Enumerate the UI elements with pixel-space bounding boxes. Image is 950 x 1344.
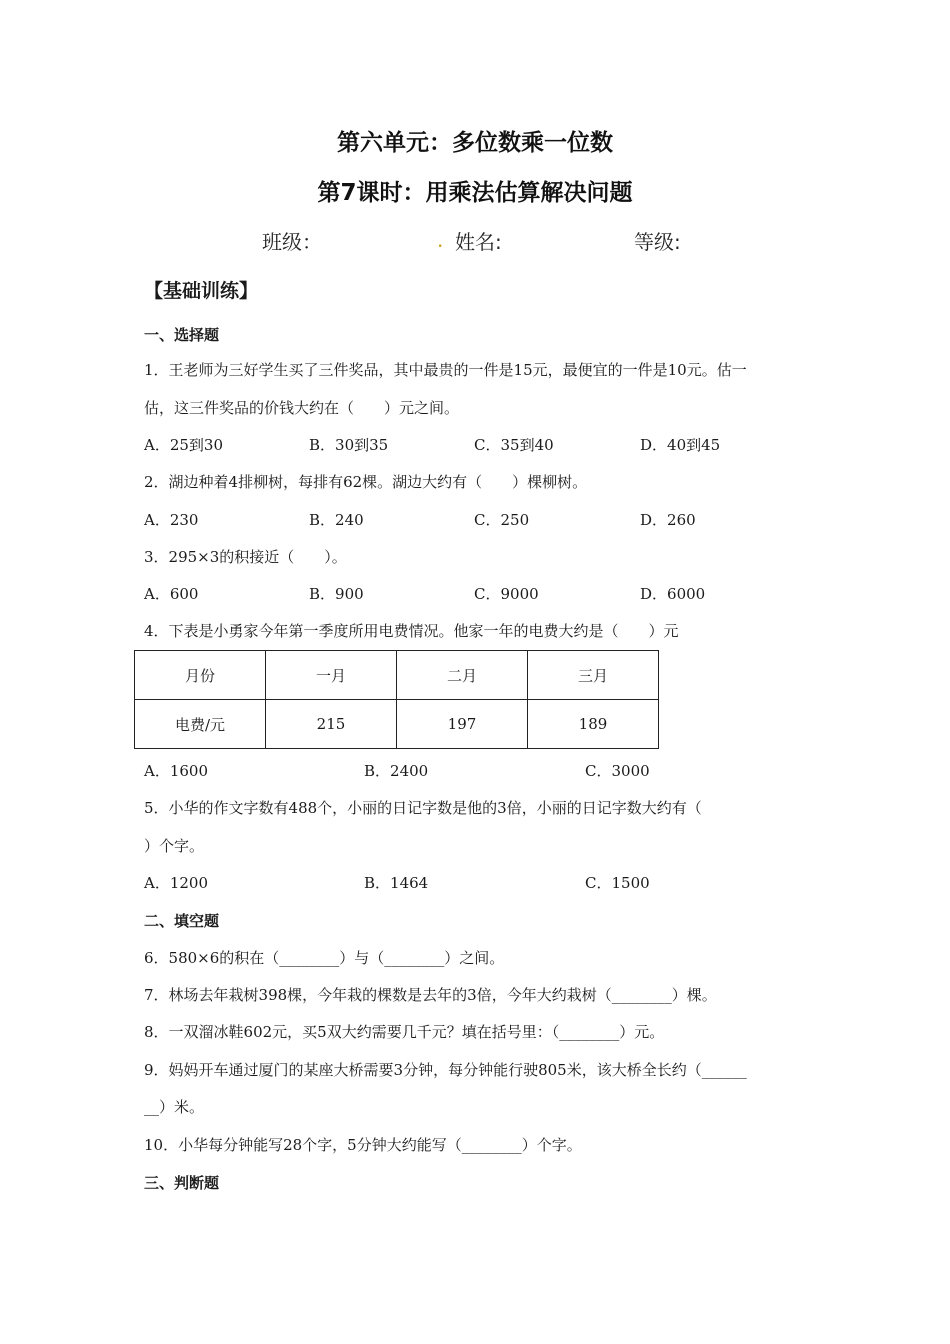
- table-cell: 197: [397, 700, 528, 749]
- table-cell: 电费/元: [135, 700, 266, 749]
- table-cell: 一月: [266, 651, 397, 700]
- q6-text: 6．580×6的积在（________）与（________）之间。: [144, 949, 505, 967]
- table-cell: 二月: [397, 651, 528, 700]
- worksheet-title: 第六单元：多位数乘一位数: [337, 130, 613, 156]
- q1-option-c: C．35到40: [474, 436, 554, 454]
- q4-option-a: A．1600: [144, 762, 209, 780]
- q8-text: 8．一双溜冰鞋602元，买5双大约需要几千元？填在括号里：（________）元。: [144, 1023, 665, 1041]
- q10-text: 10．小华每分钟能写28个字，5分钟大约能写（________）个字。: [144, 1136, 582, 1154]
- q5-option-b: B．1464: [364, 874, 429, 892]
- q5-option-c: C．1500: [585, 874, 650, 892]
- table-cell: 三月: [528, 651, 659, 700]
- q3-option-d: D．6000: [640, 585, 706, 603]
- q5-line2: ）个字。: [144, 837, 205, 855]
- table-cell: 189: [528, 700, 659, 749]
- table-row: [135, 700, 659, 749]
- q4-text: 4．下表是小勇家今年第一季度所用电费情况。他家一年的电费大约是（ ）元: [144, 622, 679, 640]
- section-title: 【基础训练】: [144, 280, 259, 302]
- q1-option-b: B．30到35: [309, 436, 389, 454]
- grade-label: 等级:: [634, 230, 681, 254]
- part1-heading: 一、选择题: [144, 326, 220, 344]
- name-label: 姓名:: [455, 230, 502, 254]
- q2-option-a: A．230: [144, 511, 199, 529]
- q5-option-a: A．1200: [144, 874, 209, 892]
- q7-text: 7．林场去年栽树398棵，今年栽的棵数是去年的3倍，今年大约栽树（________）棵。: [144, 986, 717, 1004]
- q2-option-c: C．250: [474, 511, 530, 529]
- part2-heading: 二、填空题: [144, 912, 220, 930]
- q5-line1: 5．小华的作文字数有488个，小丽的日记字数是他的3倍，小丽的日记字数大约有（: [144, 799, 702, 817]
- class-label: 班级：: [262, 230, 322, 254]
- q2-option-d: D．260: [640, 511, 696, 529]
- q1-line2: 估，这三件奖品的价钱大约在（ ）元之间。: [144, 399, 460, 417]
- q4-option-c: C．3000: [585, 762, 650, 780]
- q1-option-a: A．25到30: [144, 436, 224, 454]
- electricity-fee-table: [134, 650, 659, 749]
- q3-text: 3．295×3的积接近（ ）。: [144, 548, 347, 566]
- q2-option-b: B．240: [309, 511, 364, 529]
- q9-line2: __）米。: [144, 1098, 205, 1116]
- q1-line1: 1．王老师为三好学生买了三件奖品，其中最贵的一件是15元，最便宜的一件是10元。估一: [144, 361, 747, 379]
- part3-heading: 三、判断题: [144, 1174, 220, 1192]
- q1-option-d: D．40到45: [640, 436, 721, 454]
- q9-line1: 9．妈妈开车通过厦门的某座大桥需要3分钟，每分钟能行驶805米，该大桥全长约（______: [144, 1061, 747, 1079]
- q3-option-a: A．600: [144, 585, 199, 603]
- q4-option-b: B．2400: [364, 762, 429, 780]
- dot-mark: .: [437, 228, 444, 252]
- q3-option-b: B．900: [309, 585, 364, 603]
- lesson-subtitle: 第7课时：用乘法估算解决问题: [317, 180, 633, 206]
- table-cell: 月份: [135, 651, 266, 700]
- q3-option-c: C．9000: [474, 585, 539, 603]
- table-row: [135, 651, 659, 700]
- table-cell: 215: [266, 700, 397, 749]
- q2-text: 2．湖边种着4排柳树，每排有62棵。湖边大约有（ ）棵柳树。: [144, 473, 588, 491]
